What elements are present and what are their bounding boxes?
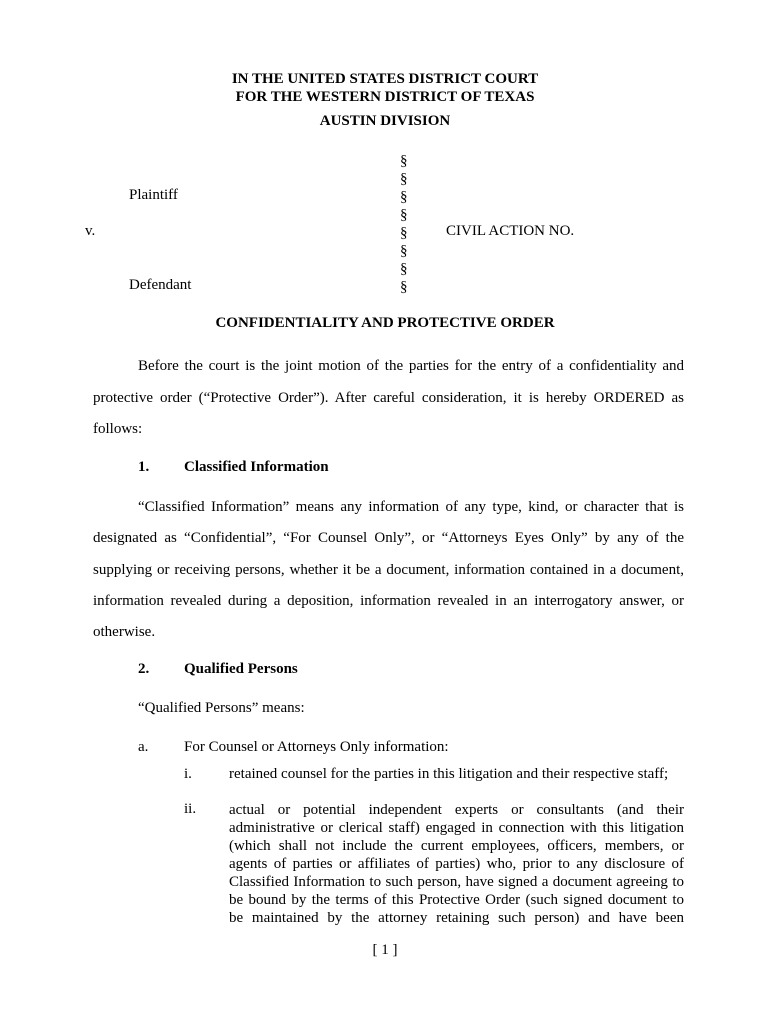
section2-number: 2. bbox=[138, 661, 150, 677]
civil-action-number: CIVIL ACTION NO. bbox=[446, 223, 575, 239]
section2-heading: Qualified Persons bbox=[184, 661, 298, 677]
section-symbol: § bbox=[400, 279, 408, 295]
item-i-label: i. bbox=[184, 766, 192, 782]
item-ii-line: agents of parties or affiliates of parties) who, prior to any disclosure of bbox=[229, 856, 684, 872]
section-symbol: § bbox=[400, 243, 408, 259]
item-ii-label: ii. bbox=[184, 801, 197, 817]
section-symbol: § bbox=[400, 225, 408, 241]
item-ii-line: Classified Information to such person, have signed a document agreeing to bbox=[229, 874, 684, 890]
section1-heading: Classified Information bbox=[184, 459, 329, 475]
section1-line: supplying or receiving persons, whether it be a document, information contained in a document, bbox=[93, 562, 684, 578]
section-symbol: § bbox=[400, 207, 408, 223]
section2-intro: “Qualified Persons” means: bbox=[138, 700, 305, 716]
plaintiff-label: Plaintiff bbox=[129, 187, 178, 203]
item-a-label: a. bbox=[138, 739, 149, 755]
court-division: AUSTIN DIVISION bbox=[319, 113, 451, 129]
section-symbol: § bbox=[400, 153, 408, 169]
section1-line: otherwise. bbox=[93, 624, 156, 640]
court-name-line1: IN THE UNITED STATES DISTRICT COURT bbox=[231, 71, 539, 87]
section-symbol: § bbox=[400, 171, 408, 187]
section1-line: information revealed during a deposition, information revealed in an interrogatory answer, or bbox=[93, 593, 684, 609]
section1-number: 1. bbox=[138, 459, 150, 475]
court-name-line2: FOR THE WESTERN DISTRICT OF TEXAS bbox=[235, 89, 535, 105]
versus-label: v. bbox=[85, 223, 96, 239]
section1-line: “Classified Information” means any information of any type, kind, or character that is bbox=[138, 499, 684, 515]
section-symbol: § bbox=[400, 189, 408, 205]
intro-line: protective order (“Protective Order”). After careful consideration, it is hereby ORDERED as bbox=[93, 390, 684, 406]
defendant-label: Defendant bbox=[129, 277, 192, 293]
page-number: [ 1 ] bbox=[372, 942, 398, 958]
intro-line: Before the court is the joint motion of the parties for the entry of a confidentiality and bbox=[138, 358, 684, 374]
item-ii-line: be bound by the terms of this Protective Order (such signed document to bbox=[229, 892, 684, 908]
item-a-text: For Counsel or Attorneys Only information: bbox=[184, 739, 449, 755]
intro-line: follows: bbox=[93, 421, 143, 437]
section-symbol-column bbox=[400, 152, 414, 296]
section-symbol: § bbox=[400, 261, 408, 277]
item-ii-line: actual or potential independent experts or consultants (and their bbox=[229, 802, 684, 818]
item-ii-line: administrative or clerical staff) engaged in connection with this litigation bbox=[229, 820, 684, 836]
section1-line: designated as “Confidential”, “For Counsel Only”, or “Attorneys Eyes Only” by any of the bbox=[93, 530, 684, 546]
item-ii-line: (which shall not include the current employees, officers, members, or bbox=[229, 838, 684, 854]
item-ii-line: be maintained by the attorney retaining such person) and have been bbox=[229, 910, 684, 926]
order-title: CONFIDENTIALITY AND PROTECTIVE ORDER bbox=[215, 315, 555, 331]
item-i-text: retained counsel for the parties in this litigation and their respective staff; bbox=[229, 766, 669, 782]
